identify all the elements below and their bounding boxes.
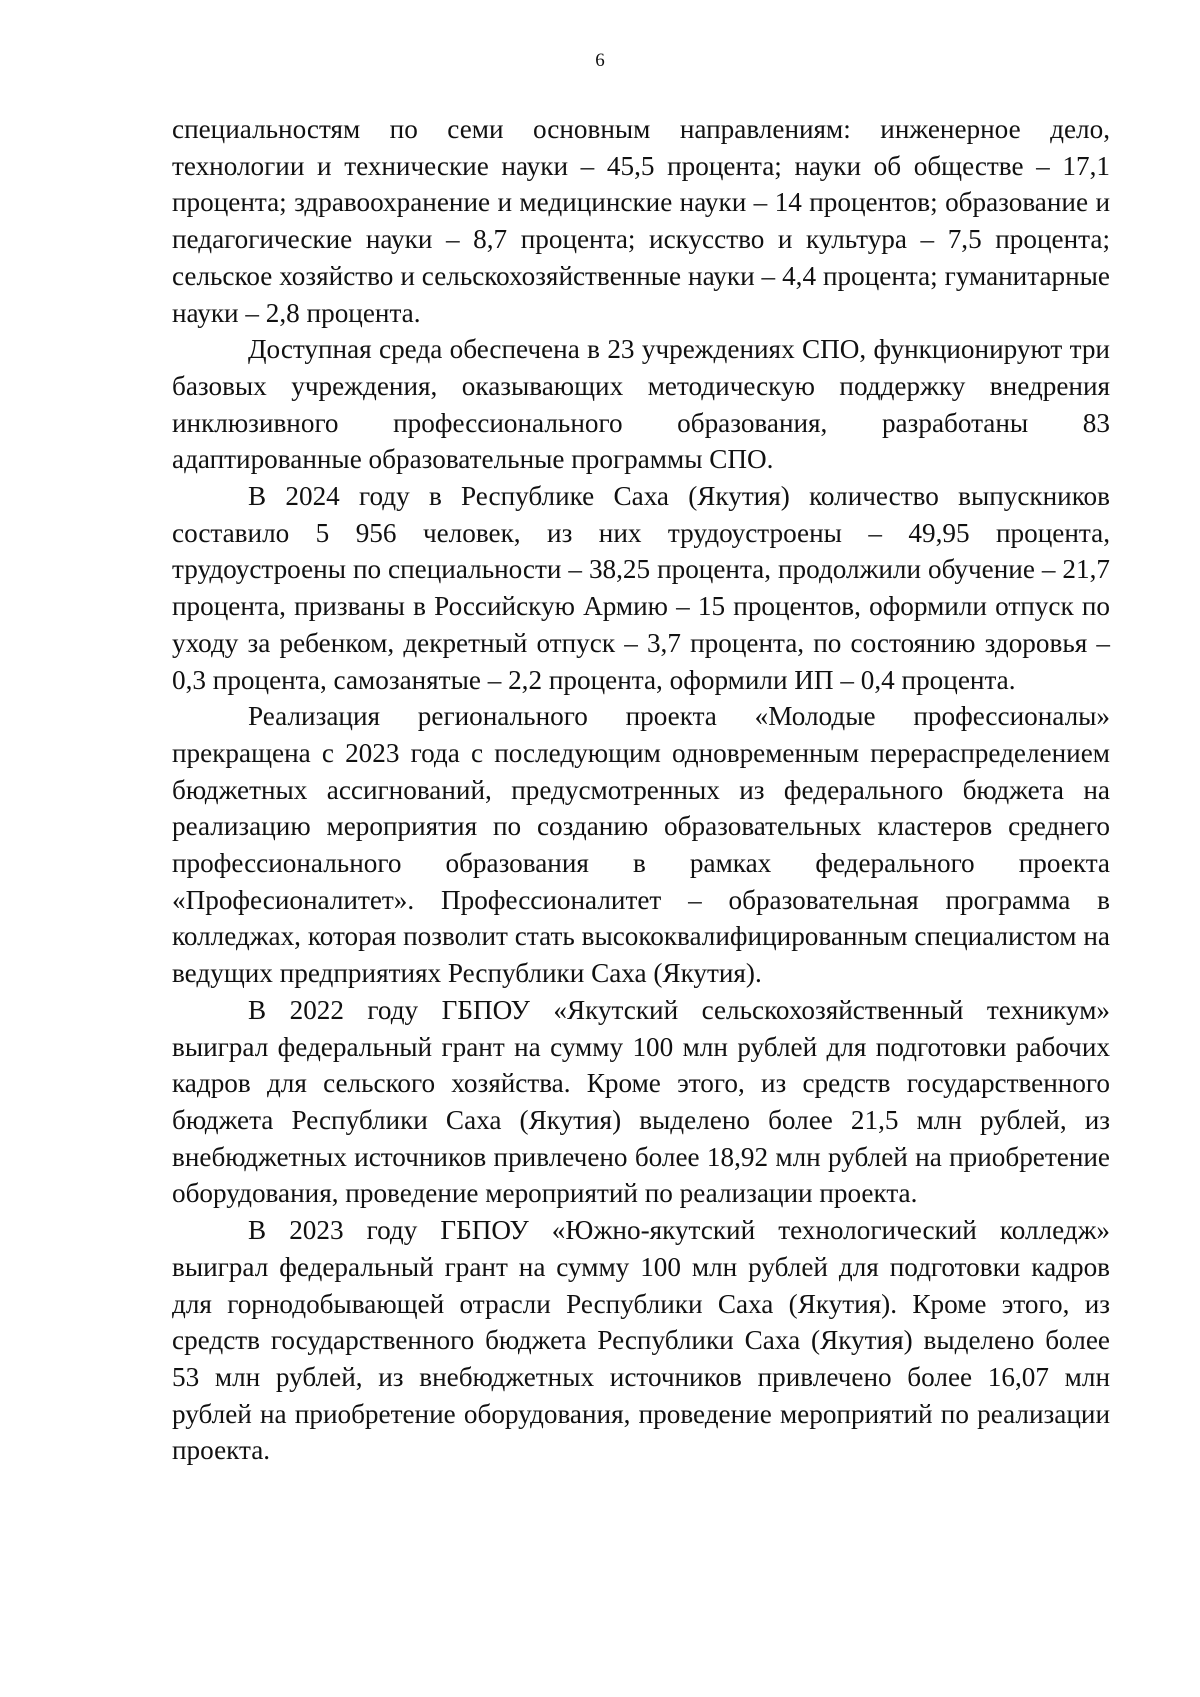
document-body <box>172 111 1110 1469</box>
paragraph-specialties: специальностям по семи основным направлениям: инженерное дело, технологии и технические науки – 45,5 процента; науки об обществе – 17,1 процента; здравоохранение и медицинские науки – 14 процентов; образование и педагогические науки – 8,7 процента; искусство и культура – 7,5 процента; сельское хозяйство и сельскохозяйственные науки – 4,4 процента; гуманитарные науки – 2,8 процента. <box>172 114 1110 328</box>
paragraph-grant-2022: В 2022 году ГБПОУ «Якутский сельскохозяйственный техникум» выиграл федеральный грант на сумму 100 млн рублей для подготовки рабочих кадров для сельского хозяйства. Кроме этого, из средств государственного бюджета Республики Саха (Якутия) выделено более 21,5 млн рублей, из внебюджетных источников привлечено более 18,92 млн рублей на приобретение оборудования, проведение мероприятий по реализации проекта. <box>172 994 1110 1209</box>
paragraph-grant-2023: В 2023 году ГБПОУ «Южно-якутский технологический колледж» выиграл федеральный грант на сумму 100 млн рублей для подготовки кадров для горнодобывающей отрасли Республики Саха (Якутия). Кроме этого, из средств государственного бюджета Республики Саха (Якутия) выделено более 53 млн рублей, из внебюджетных источников привлечено более 16,07 млн рублей на приобретение оборудования, проведение мероприятий по реализации проекта. <box>172 1215 1110 1466</box>
paragraph-accessible-environment: Доступная среда обеспечена в 23 учреждениях СПО, функционируют три базовых учреждения, оказывающих методическую поддержку внедрения инклюзивного профессионального образования, разработаны 83 адаптированные образовательные программы СПО. <box>172 334 1110 475</box>
page-number: 6 <box>595 50 605 71</box>
paragraph-graduates-2024: В 2024 году в Республике Саха (Якутия) количество выпускников составило 5 956 человек, из них трудоустроены – 49,95 процента, трудоустроены по специальности – 38,25 процента, продолжили обучение – 21,7 процента, призваны в Российскую Армию – 15 процентов, оформили отпуск по уходу за ребенком, декретный отпуск – 3,7 процента, по состоянию здоровья – 0,3 процента, самозанятые – 2,2 процента, оформили ИП – 0,4 процента. <box>172 481 1110 695</box>
paragraph-young-professionals: Реализация регионального проекта «Молодые профессионалы» прекращена с 2023 года с последующим одновременным перераспределением бюджетных ассигнований, предусмотренных из федерального бюджета на реализацию мероприятия по созданию образовательных кластеров среднего профессионального образования в рамках федерального проекта «Професионалитет». Профессионалитет – образовательная программа в колледжах, которая позволит стать высококвалифицированным специалистом на ведущих предприятиях Республики Саха (Якутия). <box>172 701 1110 989</box>
